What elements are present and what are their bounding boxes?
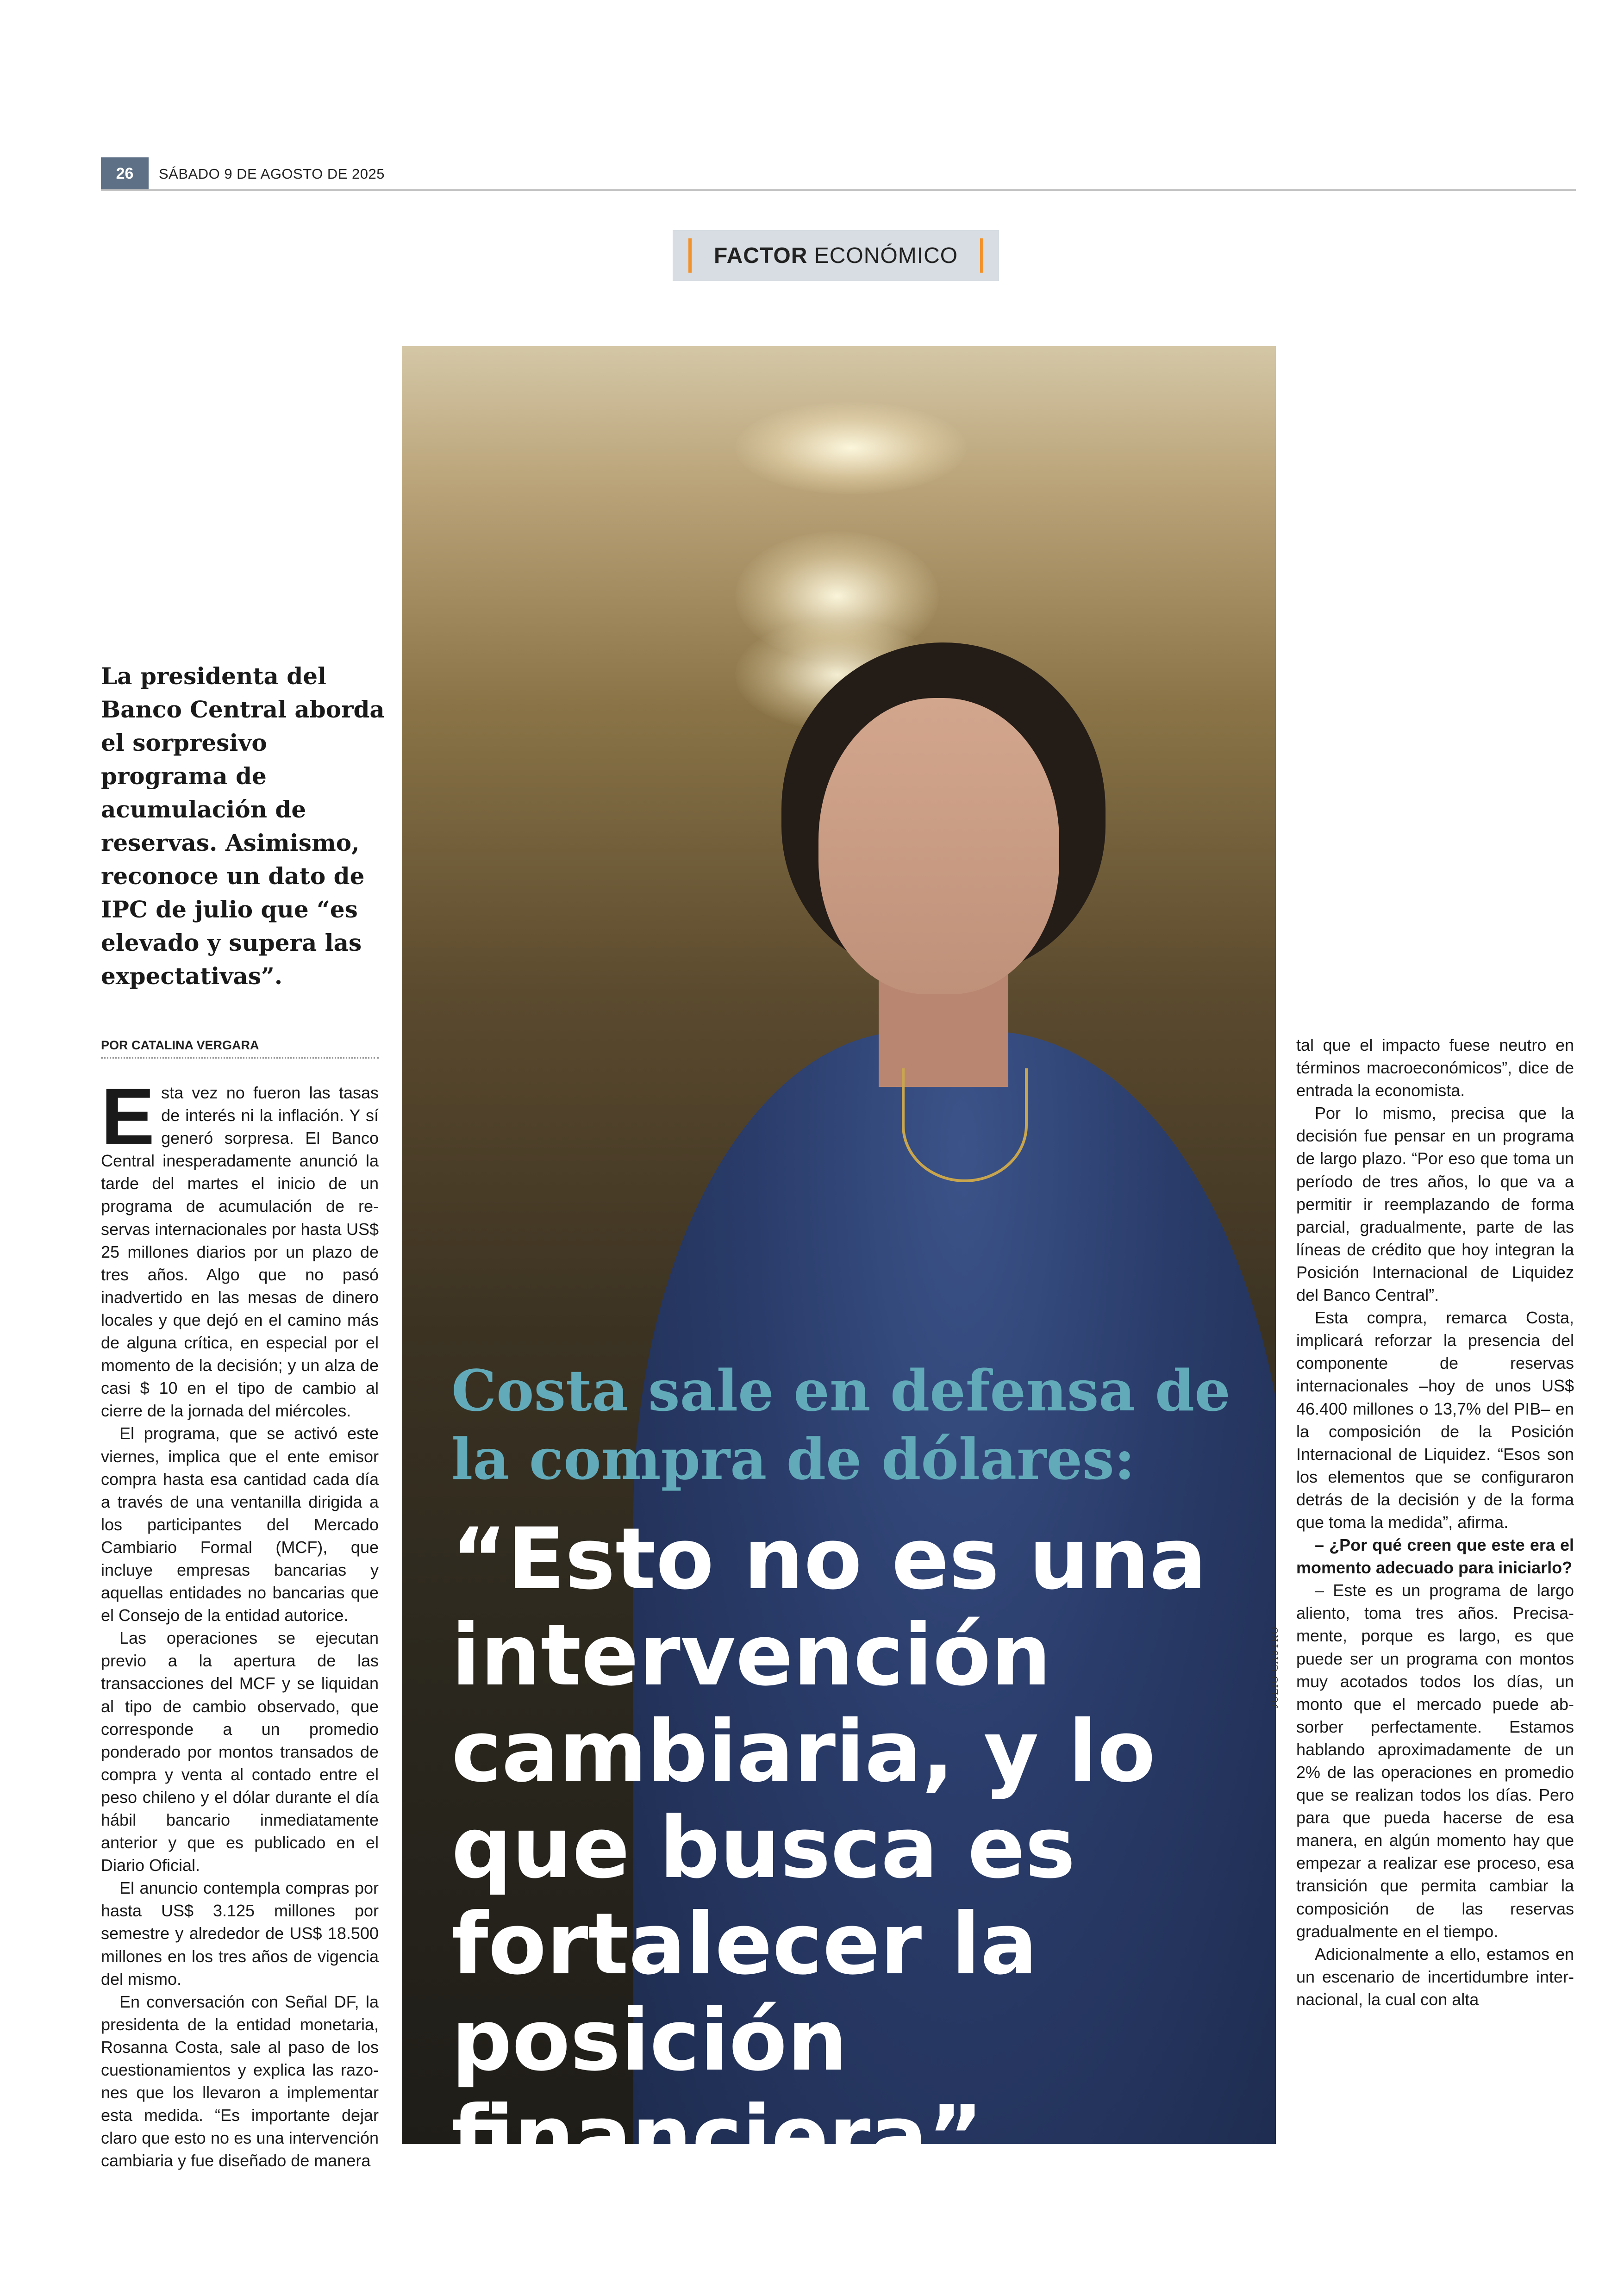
article-lede: La presidenta del Banco Central aborda el sorpresivo programa de acumulación de reservas. Asimismo, reconoce un dato de IPC de julio que “es elevado y supera las expectativas”.	[101, 662, 385, 990]
body-paragraph: Por lo mismo, precisa que la decisión fue pensar en un programa de largo plazo. “Por eso que toma un período de tres años, lo que va a permitir ir reemplazando de forma parcial, gradualmente, parte de las líneas de crédito que hoy integran la Posición Internacional de Liquidez del Banco Central”.	[1296, 1104, 1574, 1305]
gold-necklace	[902, 1068, 1028, 1182]
headline-kicker: Costa sale en defensa de la compra de dólares:	[451, 1357, 1230, 1492]
section-accent-bar-right	[980, 238, 983, 273]
header-divider	[101, 189, 1576, 191]
byline: POR CATALINA VERGARA	[101, 1038, 379, 1059]
headline-quote: “Esto no es una intervención cambiaria, y lo que busca es fortalecer la posición financiera”	[451, 1510, 1207, 2186]
face	[818, 698, 1059, 994]
body-paragraph: Las operaciones se ejecutan previo a la apertura de las transacciones del MCF y se liquidan al tipo de cambio observado, que corresponde a un promedio ponderado por montos transados de compra y venta al contado entre el peso chileno y el dólar durante el día hábil bancario inmediatamente anterior y que es publicado en el Diario Oficial.	[101, 1628, 379, 1875]
section-accent-bar-left	[688, 238, 692, 273]
drop-cap: E	[101, 1071, 155, 1161]
body-column-left	[101, 1071, 379, 2172]
body-paragraph: tal que el impacto fuese neutro en términos macroeconómicos”, dice de entrada la economista.	[1296, 1035, 1574, 1100]
interview-answer: – Este es un programa de largo aliento, toma tres años. Precisamente, porque es largo, es que puede ser un programa con montos muy acotados todos los días, un monto que el mercado puede absorber perfectamente. Estamos hablando aproximadamente de un 2% de las operaciones en promedio que se realizan todos los días. Pero para que pueda hacerse de esa manera, en algún momento hay que empezar a realizar ese proceso, esa transición que permita cambiar la composición de las reservas gradualmente en el tiempo.	[1296, 1581, 1574, 1941]
interview-question: – ¿Por qué creen que este era el momento adecuado para iniciarlo?	[1296, 1535, 1574, 1578]
section-name-bold: FACTOR	[713, 243, 808, 268]
section-name-light: ECONÓMICO	[807, 243, 958, 268]
ceiling-light	[735, 402, 967, 494]
page-number: 26	[101, 157, 149, 190]
body-paragraph: Esta compra, remarca Costa, implicará reforzar la presencia del componente de reservas internacionales –hoy de unos US$ 46.400 millones o 13,7% del PIB– en la composición de la Posición Internacional de Liquidez. “Esos son los elementos que se configuraron detrás de la decisión y de la forma que toma la medida”, afirma.	[1296, 1308, 1574, 1532]
body-paragraph: El anuncio contempla compras por hasta US$ 3.125 millones por semestre y alrededor de US$ 18.500 millones en los tres años de vigencia del mismo.	[101, 1878, 379, 1989]
body-paragraph: Adicionalmente a ello, estamos en un escenario de incertidumbre internacional, la cual con alta	[1296, 1944, 1574, 2009]
body-paragraph-text: sta vez no fueron las tasas de interés ni la inflación. Y sí generó sorpresa. El Banco Central inesperadamente anunció la tarde del martes el inicio de un programa de acumulación de reservas internacionales por hasta US$ 25 millones diarios por un plazo de tres años. Algo que no pasó inadvertido en las mesas de dinero locales y que dejó en el camino más de alguna crítica, en especial por el momento de la decisión; y un alza de casi $ 10 en el tipo de cambio al cierre de la jornada del miércoles.	[101, 1083, 379, 1421]
section-label	[673, 230, 999, 281]
publication-date: SÁBADO 9 DE AGOSTO DE 2025	[159, 166, 385, 182]
photo-credit: JULIO CASTRO	[1268, 1626, 1280, 1708]
body-column-right	[1296, 1034, 1574, 2011]
body-paragraph: En conversación con Señal DF, la presidenta de la entidad monetaria, Rosanna Costa, sale al paso de los cuestionamientos y explica las razones que los llevaron a implementar esta medida. “Es importante dejar claro que esto no es una intervención cambiaria y fue diseñado de manera	[101, 1992, 379, 2170]
body-paragraph	[101, 1071, 379, 1422]
body-paragraph: El programa, que se activó este viernes, implica que el ente emisor compra hasta esa cantidad cada día a través de una ventanilla dirigida a los participantes del Mercado Cambiario Formal (MCF), que incluye empresas bancarias y aquellas entidades no bancarias que el Consejo de la entidad autorice.	[101, 1424, 379, 1625]
section-name	[714, 243, 958, 268]
